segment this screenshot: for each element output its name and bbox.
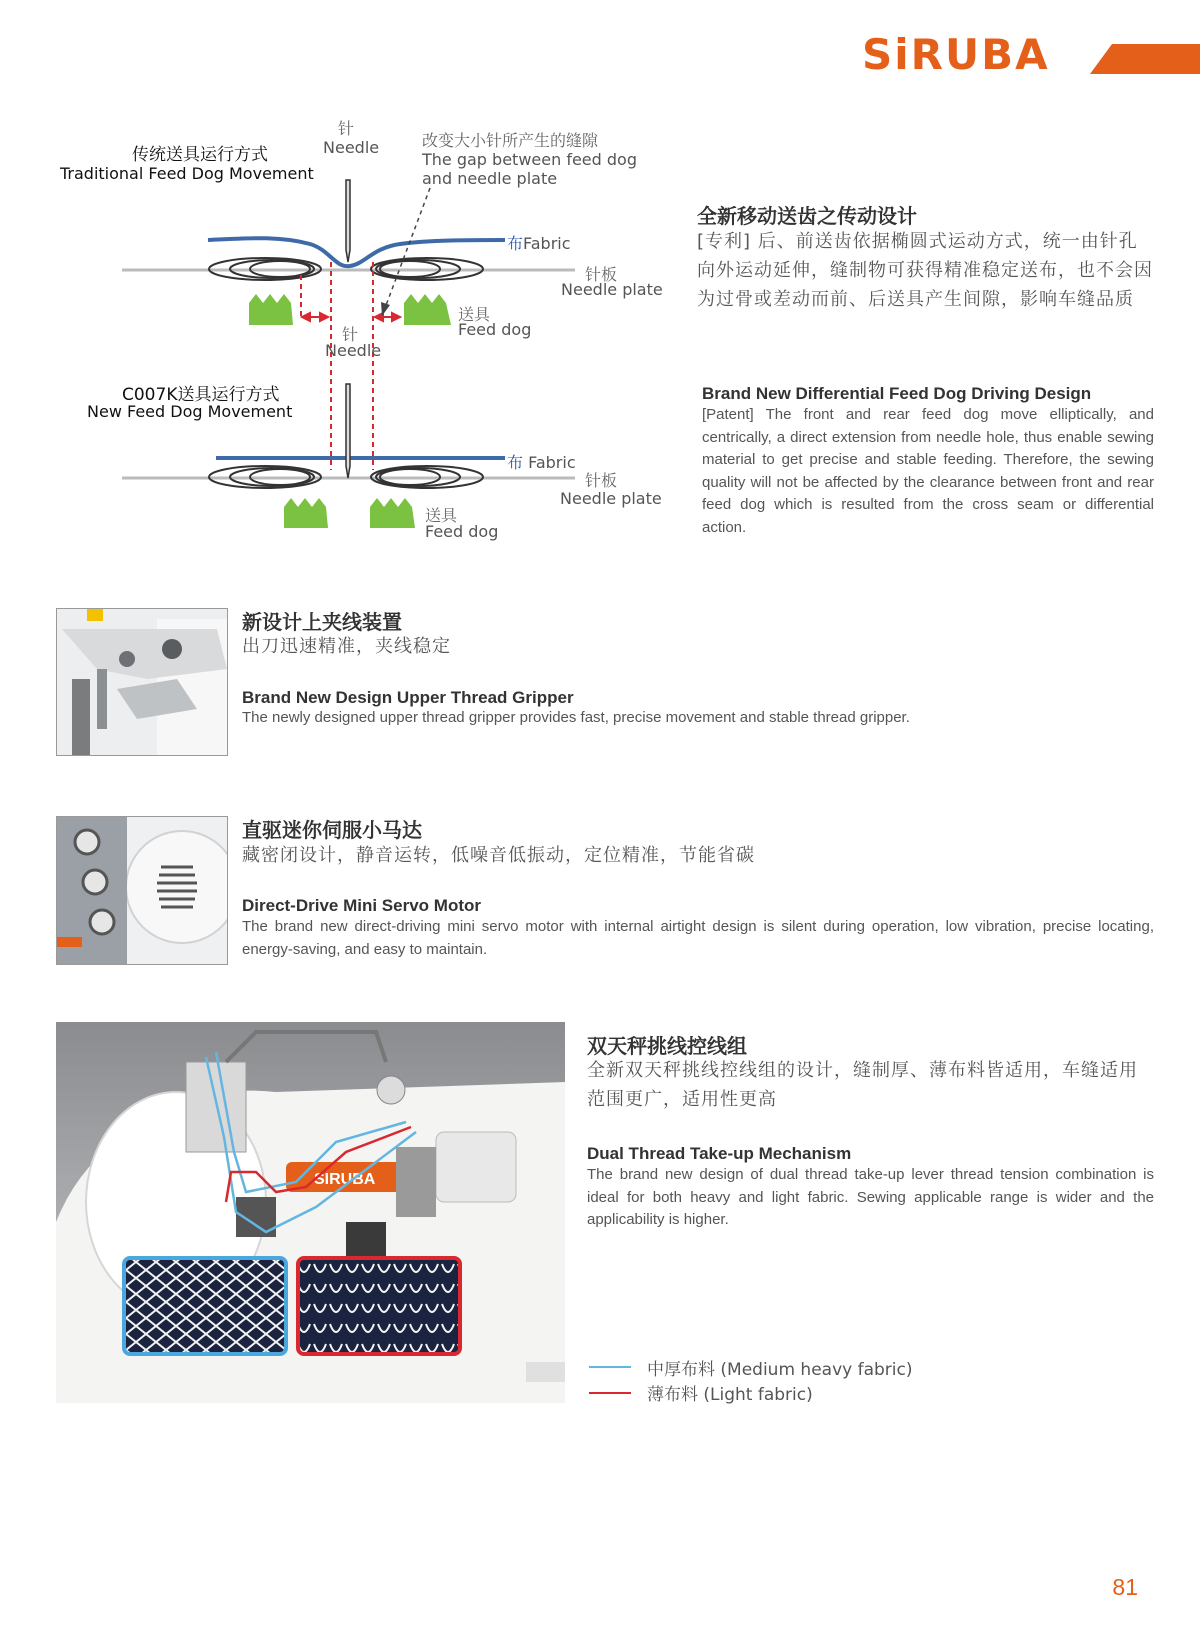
traditional-title-cn: 传统送具运行方式 — [132, 145, 268, 165]
needle-label-cn: 针 — [338, 119, 355, 138]
feed-dog-label-cn-1: 送具 — [458, 305, 491, 324]
needle-plate-label-en-1: Needle plate — [561, 280, 663, 299]
legend-label-light: 薄布料 (Light fabric) — [647, 1385, 813, 1405]
section3-en-body: The brand new direct-driving mini servo motor with internal airtight design is silent during operation, low vibration, precise locating, energy-saving, and easy to maintain. — [242, 918, 1154, 958]
feed-dog-label-en-2: Feed dog — [425, 522, 499, 541]
traditional-title-en: Traditional Feed Dog Movement — [60, 164, 314, 183]
fabric-label-2: 布 Fabric — [507, 453, 576, 472]
needle-shape — [346, 180, 350, 262]
section2-zh-title: 新设计上夹线装置 — [242, 610, 402, 634]
needle-plate-label-cn-1: 针板 — [585, 265, 618, 284]
logo-stripe — [1090, 44, 1200, 74]
machine-brand-label: SIRUBA — [314, 1171, 376, 1188]
legend-line-light — [589, 1392, 631, 1394]
thread-gripper-photo — [56, 608, 228, 756]
siruba-logo — [862, 30, 1200, 79]
new-title-en: New Feed Dog Movement — [87, 402, 293, 421]
section4-zh-title: 双天秤挑线控线组 — [587, 1034, 747, 1058]
legend-label-medium: 中厚布料 (Medium heavy fabric) — [647, 1360, 913, 1380]
new-title-cn: C007K送具运行方式 — [122, 385, 280, 405]
feed-dog-right — [404, 294, 451, 325]
gap-label-en-2: and needle plate — [422, 169, 558, 188]
needle-label-en: Needle — [323, 138, 380, 157]
gap-label-cn: 改变大小针所产生的缝隙 — [422, 131, 599, 150]
fabric-label-1: 布Fabric — [507, 234, 571, 253]
section3-zh-title: 直驱迷你伺服小马达 — [242, 818, 422, 842]
page-number: 81 — [1112, 1574, 1138, 1600]
section2-zh-sub: 出刀迅速精准，夹线稳定 — [242, 636, 451, 657]
section4-en-title: Dual Thread Take-up Mechanism — [587, 1144, 852, 1163]
logo-text: SiRUBA — [862, 30, 1050, 79]
section2-en-body: The newly designed upper thread gripper provides fast, precise movement and stable thread gripper. — [242, 709, 910, 726]
needle-plate-label-en-2: Needle plate — [560, 489, 662, 508]
section1-en-title: Brand New Differential Feed Dog Driving Design — [702, 384, 1092, 403]
section3-zh-sub: 藏密闭设计，静音运转，低噪音低振动，定位精准，节能省碳 — [242, 845, 755, 866]
section1-en-body: [Patent] The front and rear feed dog move elliptically, and centrically, a direct extension from needle hole, thus enable sewing material to get precise and stable feeding. Therefore, the sewing quality will not be affected by the clearance between front and rear feed dog which is resulted from the cross seam or differential action. — [702, 406, 1154, 536]
section4-en-body: The brand new design of dual thread take-up lever thread tension combination is ideal for both heavy and light fabric. Sewing applicable range is wider and the applicability is higher. — [587, 1166, 1154, 1228]
feed-dog-label-cn-2: 送具 — [425, 506, 458, 525]
gap-label-en-1: The gap between feed dog — [422, 150, 637, 169]
take-up-mechanism-photo — [56, 1022, 565, 1403]
legend-line-medium — [589, 1366, 631, 1368]
needle-label-en-2: Needle — [325, 341, 382, 360]
section1-zh-body: [专利] 后、前送齿依据椭圆式运动方式，统一由针孔向外运动延伸，缝制物可获得精准稳定送布，也不会因为过骨或差动而前、后送具产生间隙，影响车缝品质 — [697, 231, 1153, 310]
feed-dog-left — [249, 294, 293, 325]
section2-en-title: Brand New Design Upper Thread Gripper — [242, 688, 574, 707]
needle-plate-label-cn-2: 针板 — [585, 471, 618, 490]
servo-motor-photo — [56, 816, 228, 965]
section1-zh-title: 全新移动送齿之传动设计 — [697, 204, 917, 228]
section4-zh-body: 全新双天秤挑线控线组的设计，缝制厚、薄布料皆适用，车缝适用范围更广，适用性更高 — [587, 1060, 1138, 1110]
section3-en-title: Direct-Drive Mini Servo Motor — [242, 896, 481, 915]
feed-dog-label-en-1: Feed dog — [458, 320, 532, 339]
needle-label-cn-2: 针 — [342, 325, 359, 344]
